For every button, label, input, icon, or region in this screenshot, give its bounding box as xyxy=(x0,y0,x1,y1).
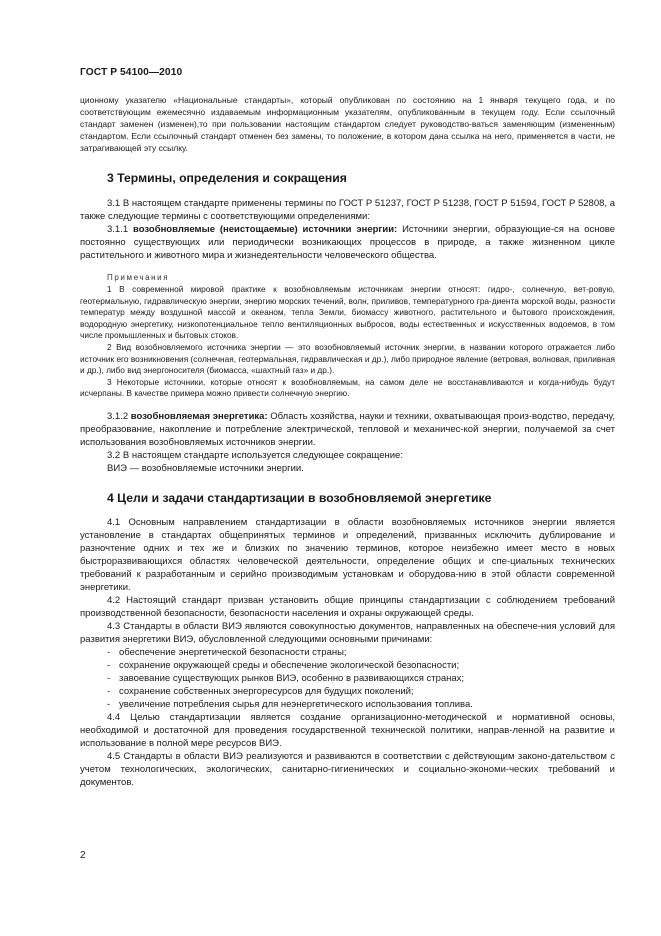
term-renewable-energy: возобновляемая энергетика: xyxy=(130,410,268,422)
paragraph-3-1-1 xyxy=(80,223,615,262)
intro-paragraph: ционному указателю «Национальные стандарты», который опубликован по состоянию на 1 января текущего года, и по соответствующим ежемесячно издаваемым информационным указателям, опубликованным в текущем году. Если ссылочный стандарт заменен (изменен),то при пользовании настоящим стандартом следует руководство-ваться заменяющим (измененным) стандартом. Если ссылочный стандарт отменен без замены, то положение, в котором дана ссылка на него, применяется в части, не затрагивающей эту ссылку. xyxy=(80,95,615,153)
section-4-heading: 4 Цели и задачи стандартизации в возобновляемой энергетике xyxy=(107,490,492,505)
clause-number: 3.1.1 xyxy=(107,224,134,235)
paragraph-3-2: 3.2 В настоящем стандарте используется следующее сокращение: xyxy=(107,449,403,461)
term-renewable-sources: возобновляемые (неистощаемые) источники энергии: xyxy=(133,224,398,235)
document-header: ГОСТ Р 54100—2010 xyxy=(80,67,183,78)
page-number: 2 xyxy=(80,850,86,861)
note-2: 2 Вид возобновляемого источника энергии — это возобновляемый источник энергии, в названии которого отражается либо источник его возникновения (солнечная, геотермальная, гидравлическая и др.), либо природное явление (ветровая, волновая, приливная и др.), либо вид энергоносителя (биомасса, «шахтный газ» и др.). xyxy=(80,341,615,376)
abbreviation-line: ВИЭ — возобновляемые источники энергии. xyxy=(107,462,304,474)
paragraph-4-3: 4.3 Стандарты в области ВИЭ являются совокупностью документов, направленных на обеспече-ния условий для развития энергетики ВИЭ, обусловленной следующими основными причинами: xyxy=(80,620,615,645)
paragraph-4-5: 4.5 Стандарты в области ВИЭ реализуются и развиваются в соответствии с действующим законо-дательством с учетом технологических, экологических, санитарно-гигиенических и социально-экономи-ческих требований и документов. xyxy=(80,750,615,788)
paragraph-4-2: 4.2 Настоящий стандарт призван установить общие принципы стандартизации с соблюдением требований производственной безопасности, безопасности населения и охраны окружающей среды. xyxy=(80,594,615,619)
paragraph-3-1: 3.1 В настоящем стандарте применены термины по ГОСТ Р 51237, ГОСТ Р 51238, ГОСТ Р 51594, ГОСТ Р 52808, а также следующие термины с соответствующими определениями: xyxy=(80,198,615,222)
list-item: - завоевание существующих рынков ВИЭ, особенно в развивающихся странах; xyxy=(107,672,465,684)
list-item: - увеличение потребления сырья для неэнергетического использования топлива. xyxy=(107,698,473,710)
section-3-heading: 3 Термины, определения и сокращения xyxy=(107,171,347,185)
notes-title: Примечания xyxy=(107,273,170,282)
list-item: - сохранение собственных энергоресурсов для будущих поколений; xyxy=(107,685,414,697)
notes-block xyxy=(80,272,615,400)
paragraph-3-1-2 xyxy=(80,410,615,449)
list-item: - обеспечение энергетической безопасности страны; xyxy=(107,646,347,658)
definition-text: Источники энергии, образующие-ся на основе постоянно существующих или периодически возникающих процессов в природе, а также жизненном цикле растительного и животного мира и жизнедеятельности человеческого общества. xyxy=(80,224,615,261)
paragraph-4-1: 4.1 Основным направлением стандартизации в области возобновляемых источников энергии является установление в стандартах общепринятых терминов и определений, призванных исключить дублирование и разночтение одних и тех же и близких по значению терминов, которое неизбежно имеет место в новых быстроразвивающихся областях человеческой деятельности, определение общих и спе-циальных технических требований к разработанным и серийно производимым установкам и оборудова-нию в этой области современной энергетики. xyxy=(80,516,615,593)
clause-number: 3.1.2 xyxy=(107,410,131,422)
page-content xyxy=(80,94,615,789)
reasons-list xyxy=(80,646,615,711)
note-1: 1 В современной мировой практике к возобновляемым источникам энергии относят: гидро-, солнечную, вет-ровую, геотермальную, гидравлическую энергии, энергию морских течений, волн, приливов, температурного гра-диента морской воды, разности температур между воздушной массой и океаном, тепла Земли, биомассу животного, растительного и бытового происхождения, водородную энергетику, низкопотенциальное тепло вентиляционных выбросов, воды естественных и искусственных водоемов, в том числе промышленных и бытовых стоков. xyxy=(80,284,615,341)
list-item: - сохранение окружающей среды и обеспечение экологической безопасности; xyxy=(107,659,460,671)
definition-text: Область хозяйства, науки и техники, охватывающая произ-водство, передачу, преобразование, накопление и потребление электрической, тепловой и механичес-кой энергии, получаемой за счет использования возобновляемых источников энергии. xyxy=(80,410,615,448)
note-3: 3 Некоторые источники, которые относят к возобновляемым, на самом деле не восстанавливаются и когда-нибудь будут исчерпаны. В качестве примера можно привести солнечную энергию. xyxy=(80,376,615,399)
paragraph-4-4: 4.4 Целью стандартизации является создание организационно-методической и нормативной основы, необходимой и достаточной для проведения государственной технической политики, направ-ленной на развитие и использование в полной мере ресурсов ВИЭ. xyxy=(80,711,615,749)
